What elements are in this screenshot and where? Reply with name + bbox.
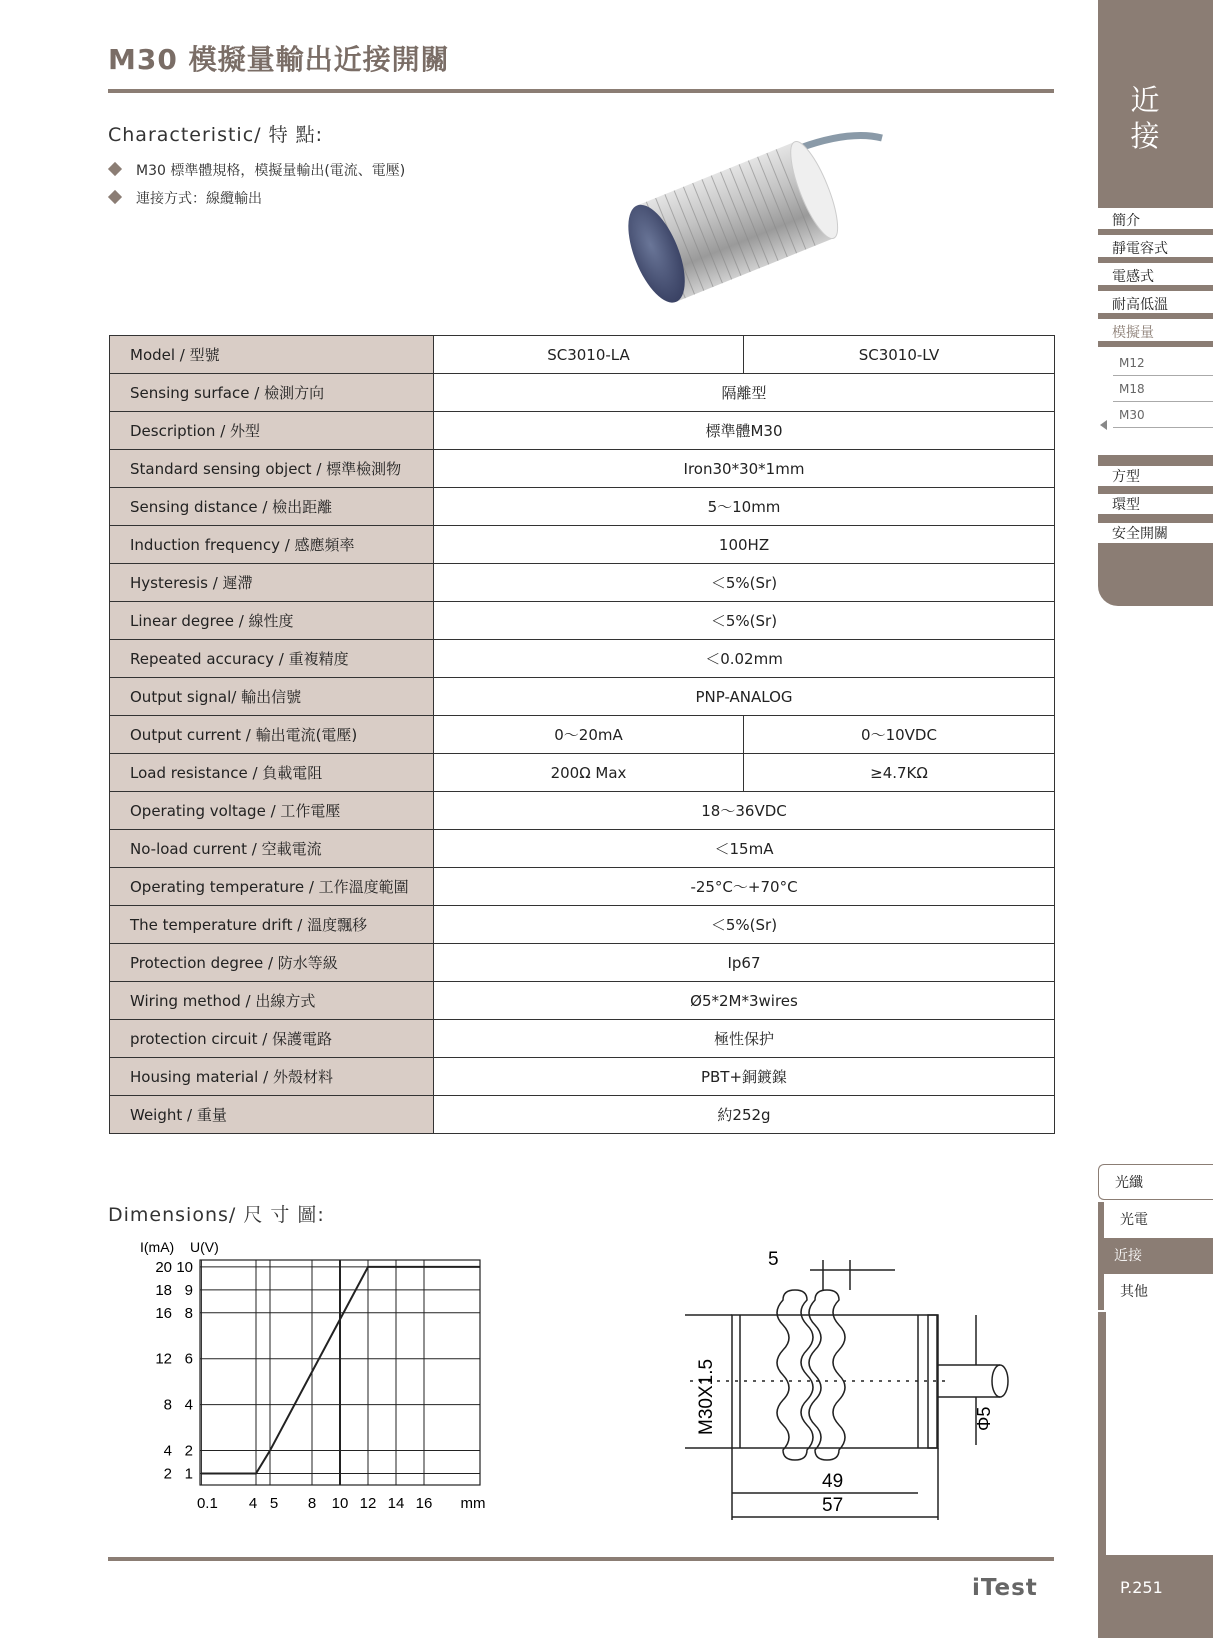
row-value: 0～10VDC xyxy=(744,716,1055,754)
row-label: Wiring method / 出線方式 xyxy=(110,982,434,1020)
feature-item xyxy=(110,160,405,180)
table-row xyxy=(110,450,1055,488)
y-tick-label-current: 12 xyxy=(155,1350,172,1368)
dim-length-49: 49 xyxy=(822,1471,844,1492)
table-row xyxy=(110,944,1055,982)
row-label: No-load current / 空載電流 xyxy=(110,830,434,868)
sidebar-subdivider xyxy=(1113,375,1213,376)
row-value: ＜5%(Sr) xyxy=(434,906,1055,944)
row-value: ＜5%(Sr) xyxy=(434,564,1055,602)
y-tick-label-current: 4 xyxy=(163,1442,172,1460)
table-row xyxy=(110,1096,1055,1134)
row-value: ＜5%(Sr) xyxy=(434,602,1055,640)
spec-table xyxy=(109,335,1055,1134)
sidebar-divider xyxy=(1098,229,1213,235)
y-ticks xyxy=(155,1259,193,1483)
row-label: Output current / 輸出電流(電壓) xyxy=(110,716,434,754)
table-row xyxy=(110,754,1055,792)
category-proximity[interactable] xyxy=(1098,1238,1213,1274)
row-value: ≥4.7KΩ xyxy=(744,754,1055,792)
row-value: PBT+銅鍍鎳 xyxy=(434,1058,1055,1096)
row-value: ＜0.02mm xyxy=(434,640,1055,678)
table-row xyxy=(110,792,1055,830)
dimensions-heading: Dimensions/ 尺 寸 圖: xyxy=(108,1204,325,1226)
category-label: 光纖 xyxy=(1115,1175,1143,1191)
row-label: Sensing surface / 檢測方向 xyxy=(110,374,434,412)
row-value: 標準體M30 xyxy=(434,412,1055,450)
row-value: Iron30*30*1mm xyxy=(434,450,1055,488)
table-row xyxy=(110,868,1055,906)
footer-divider xyxy=(108,1557,1054,1561)
category-label: 近接 xyxy=(1114,1248,1142,1264)
row-value: 極性保护 xyxy=(434,1020,1055,1058)
sidebar-divider xyxy=(1098,257,1213,263)
dim-thread: M30X1.5 xyxy=(696,1358,717,1435)
y-tick-label-current: 18 xyxy=(155,1281,172,1299)
sidebar-subdivider xyxy=(1113,401,1213,402)
row-value: 0～20mA xyxy=(434,716,744,754)
row-value: -25°C～+70°C xyxy=(434,868,1055,906)
current-arrow-icon xyxy=(1100,420,1107,430)
category-fiber[interactable] xyxy=(1098,1164,1213,1200)
feature-item xyxy=(110,188,262,208)
dimension-drawing xyxy=(680,1245,1025,1545)
sidebar-item-ring[interactable]: 環型 xyxy=(1098,494,1213,514)
sidebar-item-safety[interactable]: 安全開關 xyxy=(1098,523,1213,543)
x-tick-label: 16 xyxy=(415,1495,433,1512)
y-tick-label-current: 20 xyxy=(155,1258,172,1276)
sidebar-subitem-m12[interactable]: M12 xyxy=(1119,356,1145,370)
x-tick-label: 14 xyxy=(387,1495,405,1512)
sidebar-item-square[interactable]: 方型 xyxy=(1098,466,1213,486)
table-row xyxy=(110,716,1055,754)
row-label: Weight / 重量 xyxy=(110,1096,434,1134)
row-label: Protection degree / 防水等級 xyxy=(110,944,434,982)
sidebar-divider xyxy=(1098,285,1213,291)
row-value: 隔離型 xyxy=(434,374,1055,412)
row-label: Model / 型號 xyxy=(110,336,434,374)
category-char: 接 xyxy=(1130,119,1160,153)
row-label: Standard sensing object / 標準檢測物 xyxy=(110,450,434,488)
y-tick-label-current: 16 xyxy=(155,1304,172,1322)
sidebar-divider xyxy=(1098,341,1213,347)
row-label: Operating temperature / 工作溫度範圍 xyxy=(110,868,434,906)
x-tick-label: 0.1 xyxy=(196,1495,218,1512)
sidebar-item-intro[interactable]: 簡介 xyxy=(1112,213,1140,229)
table-row xyxy=(110,830,1055,868)
y-tick-label-voltage: 1 xyxy=(184,1465,193,1483)
row-label: Description / 外型 xyxy=(110,412,434,450)
row-value: Ø5*2M*3wires xyxy=(434,982,1055,1020)
row-value: 5～10mm xyxy=(434,488,1055,526)
y-tick-label-current: 2 xyxy=(163,1465,172,1483)
row-label: The temperature drift / 溫度飄移 xyxy=(110,906,434,944)
y-tick-label-voltage: 6 xyxy=(184,1350,193,1368)
row-label: Induction frequency / 感應頻率 xyxy=(110,526,434,564)
table-row xyxy=(110,1058,1055,1096)
sidebar-lower-bar xyxy=(1098,1312,1106,1555)
row-value: ＜15mA xyxy=(434,830,1055,868)
sidebar-item-temperature[interactable]: 耐高低溫 xyxy=(1112,297,1168,313)
category-photoelectric[interactable] xyxy=(1098,1202,1213,1238)
row-value: 200Ω Max xyxy=(434,754,744,792)
dim-nut-width: 5 xyxy=(768,1249,779,1270)
sidebar-subitem-m18[interactable]: M18 xyxy=(1119,382,1145,396)
sidebar-subdivider xyxy=(1113,427,1213,428)
table-row xyxy=(110,488,1055,526)
title-divider xyxy=(108,89,1054,93)
page-number: P.251 xyxy=(1120,1578,1163,1597)
table-row xyxy=(110,1020,1055,1058)
row-label: protection circuit / 保護電路 xyxy=(110,1020,434,1058)
x-tick-label: 12 xyxy=(359,1495,377,1512)
sidebar-subitem-m30[interactable]: M30 xyxy=(1119,408,1145,422)
category-other[interactable] xyxy=(1098,1274,1213,1310)
row-label: Sensing distance / 檢出距離 xyxy=(110,488,434,526)
row-value: 18～36VDC xyxy=(434,792,1055,830)
row-label: Output signal/ 輸出信號 xyxy=(110,678,434,716)
x-tick-label: 10 xyxy=(331,1495,349,1512)
sidebar-item-inductive[interactable]: 電感式 xyxy=(1112,269,1154,285)
table-row xyxy=(110,374,1055,412)
table-row xyxy=(110,564,1055,602)
row-label: Repeated accuracy / 重複精度 xyxy=(110,640,434,678)
row-value: SC3010-LA xyxy=(434,336,744,374)
x-ticks xyxy=(197,1495,486,1512)
row-label: Operating voltage / 工作電壓 xyxy=(110,792,434,830)
dim-length-57: 57 xyxy=(822,1495,844,1516)
row-label: Linear degree / 線性度 xyxy=(110,602,434,640)
table-row xyxy=(110,678,1055,716)
table-row xyxy=(110,982,1055,1020)
row-value: Ip67 xyxy=(434,944,1055,982)
y-axis-label-voltage: U(V) xyxy=(190,1239,219,1255)
chart-grid xyxy=(200,1260,480,1485)
brand-logo: iTest xyxy=(972,1575,1038,1601)
row-value: 約252g xyxy=(434,1096,1055,1134)
y-tick-label-voltage: 4 xyxy=(184,1396,193,1414)
row-label: Hysteresis / 遲滯 xyxy=(110,564,434,602)
table-row xyxy=(110,526,1055,564)
output-chart xyxy=(130,1235,520,1540)
table-row xyxy=(110,640,1055,678)
sensor-product-image xyxy=(620,120,900,310)
category-label: 其他 xyxy=(1120,1284,1148,1300)
row-value: SC3010-LV xyxy=(744,336,1055,374)
characteristic-heading: Characteristic/ 特 點: xyxy=(108,124,324,146)
table-row xyxy=(110,336,1055,374)
table-row xyxy=(110,906,1055,944)
y-tick-label-current: 8 xyxy=(163,1396,172,1414)
sidebar-divider xyxy=(1098,313,1213,319)
row-label: Load resistance / 負載電阻 xyxy=(110,754,434,792)
row-label: Housing material / 外殼材料 xyxy=(110,1058,434,1096)
y-tick-label-voltage: 9 xyxy=(184,1281,193,1299)
dim-cable-diameter: Φ5 xyxy=(974,1406,994,1431)
feature-text: M30 標準體規格，模擬量輸出(電流、電壓) xyxy=(136,163,406,179)
category-tab-label xyxy=(1125,82,1165,154)
category-label: 光電 xyxy=(1120,1212,1148,1228)
category-char: 近 xyxy=(1130,83,1160,117)
x-tick-label: 8 xyxy=(307,1495,317,1512)
y-tick-label-voltage: 2 xyxy=(184,1442,193,1460)
row-value: 100HZ xyxy=(434,526,1055,564)
sidebar-item-analog[interactable]: 模擬量 xyxy=(1112,325,1154,341)
x-tick-label: mm xyxy=(460,1495,486,1512)
y-axis-label-current: I(mA) xyxy=(140,1239,175,1255)
diamond-bullet-icon xyxy=(108,190,122,204)
x-tick-label: 4 xyxy=(248,1495,258,1512)
table-row xyxy=(110,412,1055,450)
y-tick-label-voltage: 10 xyxy=(176,1258,193,1276)
y-tick-label-voltage: 8 xyxy=(184,1304,193,1322)
diamond-bullet-icon xyxy=(108,162,122,176)
sidebar-divider xyxy=(1098,455,1213,461)
feature-text: 連接方式：線纜輸出 xyxy=(136,191,262,207)
page-title: M30 模擬量輸出近接開關 xyxy=(108,43,450,76)
row-value: PNP-ANALOG xyxy=(434,678,1055,716)
x-tick-label: 5 xyxy=(269,1495,279,1512)
table-row xyxy=(110,602,1055,640)
sidebar-item-capacitive[interactable]: 靜電容式 xyxy=(1112,241,1168,257)
